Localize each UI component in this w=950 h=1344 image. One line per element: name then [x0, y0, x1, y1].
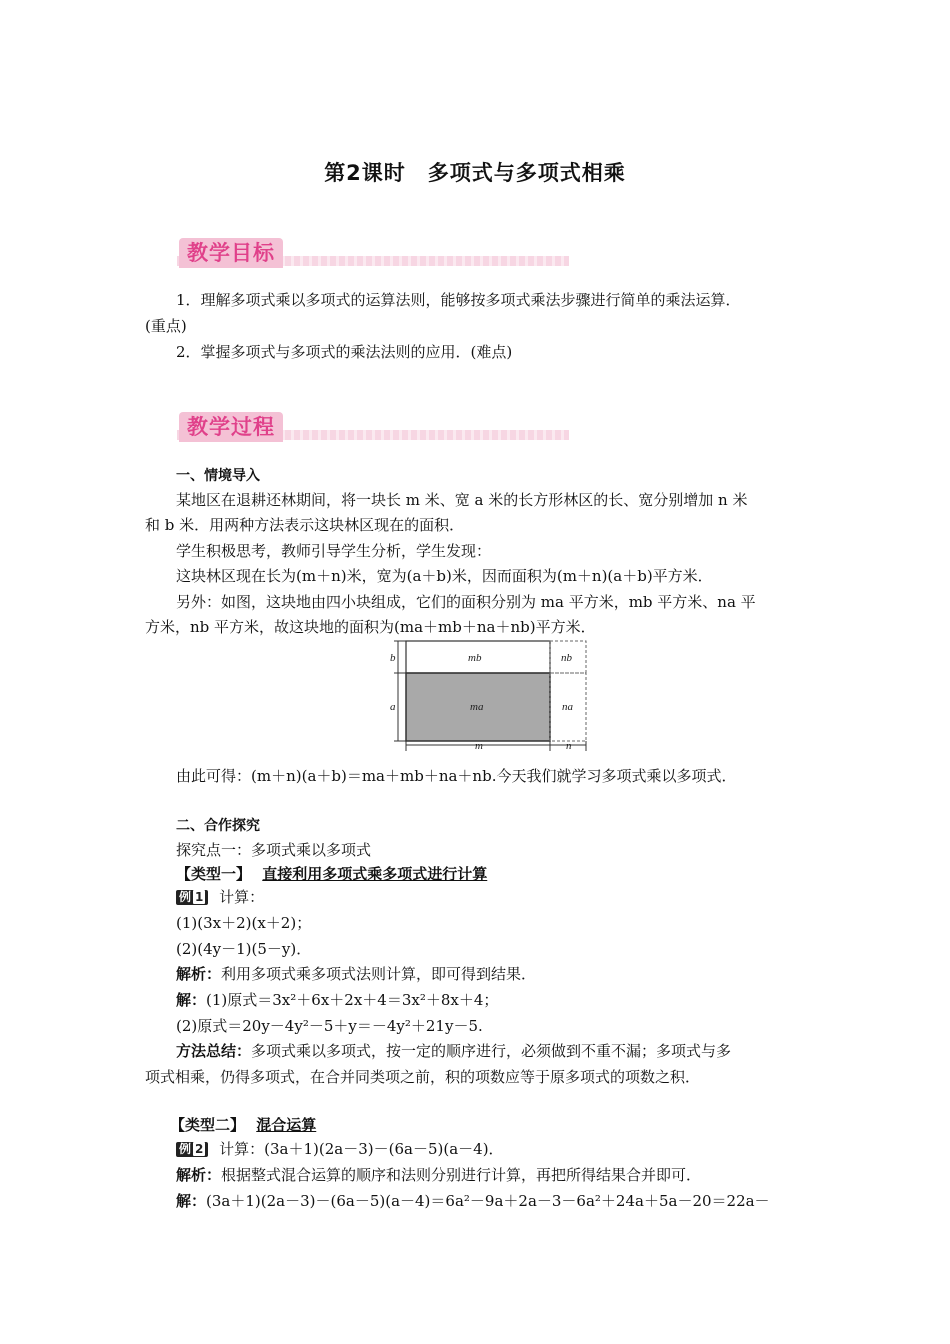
label-m: m [475, 740, 483, 752]
example-prompt: 计算： [219, 888, 265, 906]
paragraph-line: 这块林区现在长为(m＋n)米，宽为(a＋b)米，因而面积为(m＋n)(a＋b)平方米． [176, 567, 713, 585]
explore-point: 探究点一：多项式乘以多项式 [176, 841, 372, 859]
type1-tag: 【类型一】 [176, 865, 252, 883]
example-badge: 例 2 [176, 1142, 208, 1157]
example-question: (1)(3x＋2)(x＋2)； [176, 914, 312, 932]
example-prompt: 计算：(3a＋1)(2a－3)－(6a－5)(a－4)． [219, 1140, 504, 1158]
label-a: a [390, 701, 396, 713]
type2-title: 混合运算 [256, 1116, 317, 1134]
section-banner-process [177, 412, 569, 446]
paragraph-line: 学生积极思考，教师引导学生分析，学生发现： [176, 542, 492, 560]
type2-heading [170, 1114, 316, 1136]
section-banner-goals [177, 238, 569, 272]
label-b: b [390, 652, 396, 664]
label-na: na [562, 701, 573, 713]
goal-1: 1．理解多项式乘以多项式的运算法则，能够按多项式乘法步骤进行简单的乘法运算． [176, 291, 741, 309]
analysis-text: 利用多项式乘多项式法则计算，即可得到结果． [221, 965, 537, 983]
type1-title: 直接利用多项式乘多项式进行计算 [262, 865, 488, 883]
conclusion-line: 由此可得：(m＋n)(a＋b)＝ma＋mb＋na＋nb.今天我们就学习多项式乘以多项式． [176, 767, 737, 785]
example-1 [176, 886, 264, 908]
label-nb: nb [561, 652, 572, 664]
goal-1-cont: (重点) [145, 317, 187, 335]
solution-label: 解： [176, 991, 207, 1009]
solution-line [176, 989, 498, 1011]
solution-label: 解： [176, 1192, 207, 1210]
type1-heading [176, 863, 487, 885]
solution-line [176, 1190, 770, 1212]
analysis-text: 根据整式混合运算的顺序和法则分别进行计算，再把所得结果合并即可． [221, 1166, 702, 1184]
paragraph-line: 方米，nb 平方米，故这块地的面积为(ma＋mb＋na＋nb)平方米． [145, 618, 596, 636]
area-diagram [388, 637, 598, 755]
banner-label: 教学过程 [179, 412, 283, 442]
solution-text: (1)原式＝3x²＋6x＋2x＋4＝3x²＋8x＋4； [206, 991, 499, 1009]
example-2 [176, 1138, 504, 1160]
solution-text: (3a＋1)(2a－3)－(6a－5)(a－4)＝6a²－9a＋2a－3－6a²＋24a＋5a－20＝22a－ [206, 1192, 770, 1210]
goal-2: 2．掌握多项式与多项式的乘法法则的应用．(难点) [176, 343, 513, 361]
summary-text: 多项式乘以多项式，按一定的顺序进行，必须做到不重不漏；多项式与多 [251, 1042, 732, 1060]
analysis-line [176, 1164, 701, 1186]
heading-scenario: 一、情境导入 [176, 468, 260, 484]
paragraph-line: 另外：如图，这块地由四小块组成，它们的面积分别为 ma 平方米，mb 平方米、na 平 [176, 593, 756, 611]
example-badge: 例 1 [176, 890, 208, 905]
label-ma: ma [470, 701, 484, 713]
label-n: n [566, 740, 572, 752]
type2-tag: 【类型二】 [170, 1116, 246, 1134]
analysis-label: 解析： [176, 1166, 222, 1184]
summary-line: 项式相乘，仍得多项式，在合并同类项之前，积的项数应等于原多项式的项数之积． [145, 1068, 701, 1086]
solution-line: (2)原式＝20y－4y²－5＋y＝－4y²＋21y－5. [176, 1017, 483, 1035]
summary-line [176, 1040, 731, 1062]
page-title: 第2课时 多项式与多项式相乘 [324, 161, 626, 185]
paragraph-line: 某地区在退耕还林期间，将一块长 m 米、宽 a 米的长方形林区的长、宽分别增加 n 米 [176, 491, 748, 509]
label-mb: mb [468, 652, 482, 664]
paragraph-line: 和 b 米．用两种方法表示这块林区现在的面积． [145, 516, 465, 534]
heading-explore: 二、合作探究 [176, 818, 260, 834]
summary-label: 方法总结： [176, 1042, 252, 1060]
analysis-label: 解析： [176, 965, 222, 983]
banner-label: 教学目标 [179, 238, 283, 268]
example-question: (2)(4y－1)(5－y)． [176, 940, 312, 958]
analysis-line [176, 963, 536, 985]
